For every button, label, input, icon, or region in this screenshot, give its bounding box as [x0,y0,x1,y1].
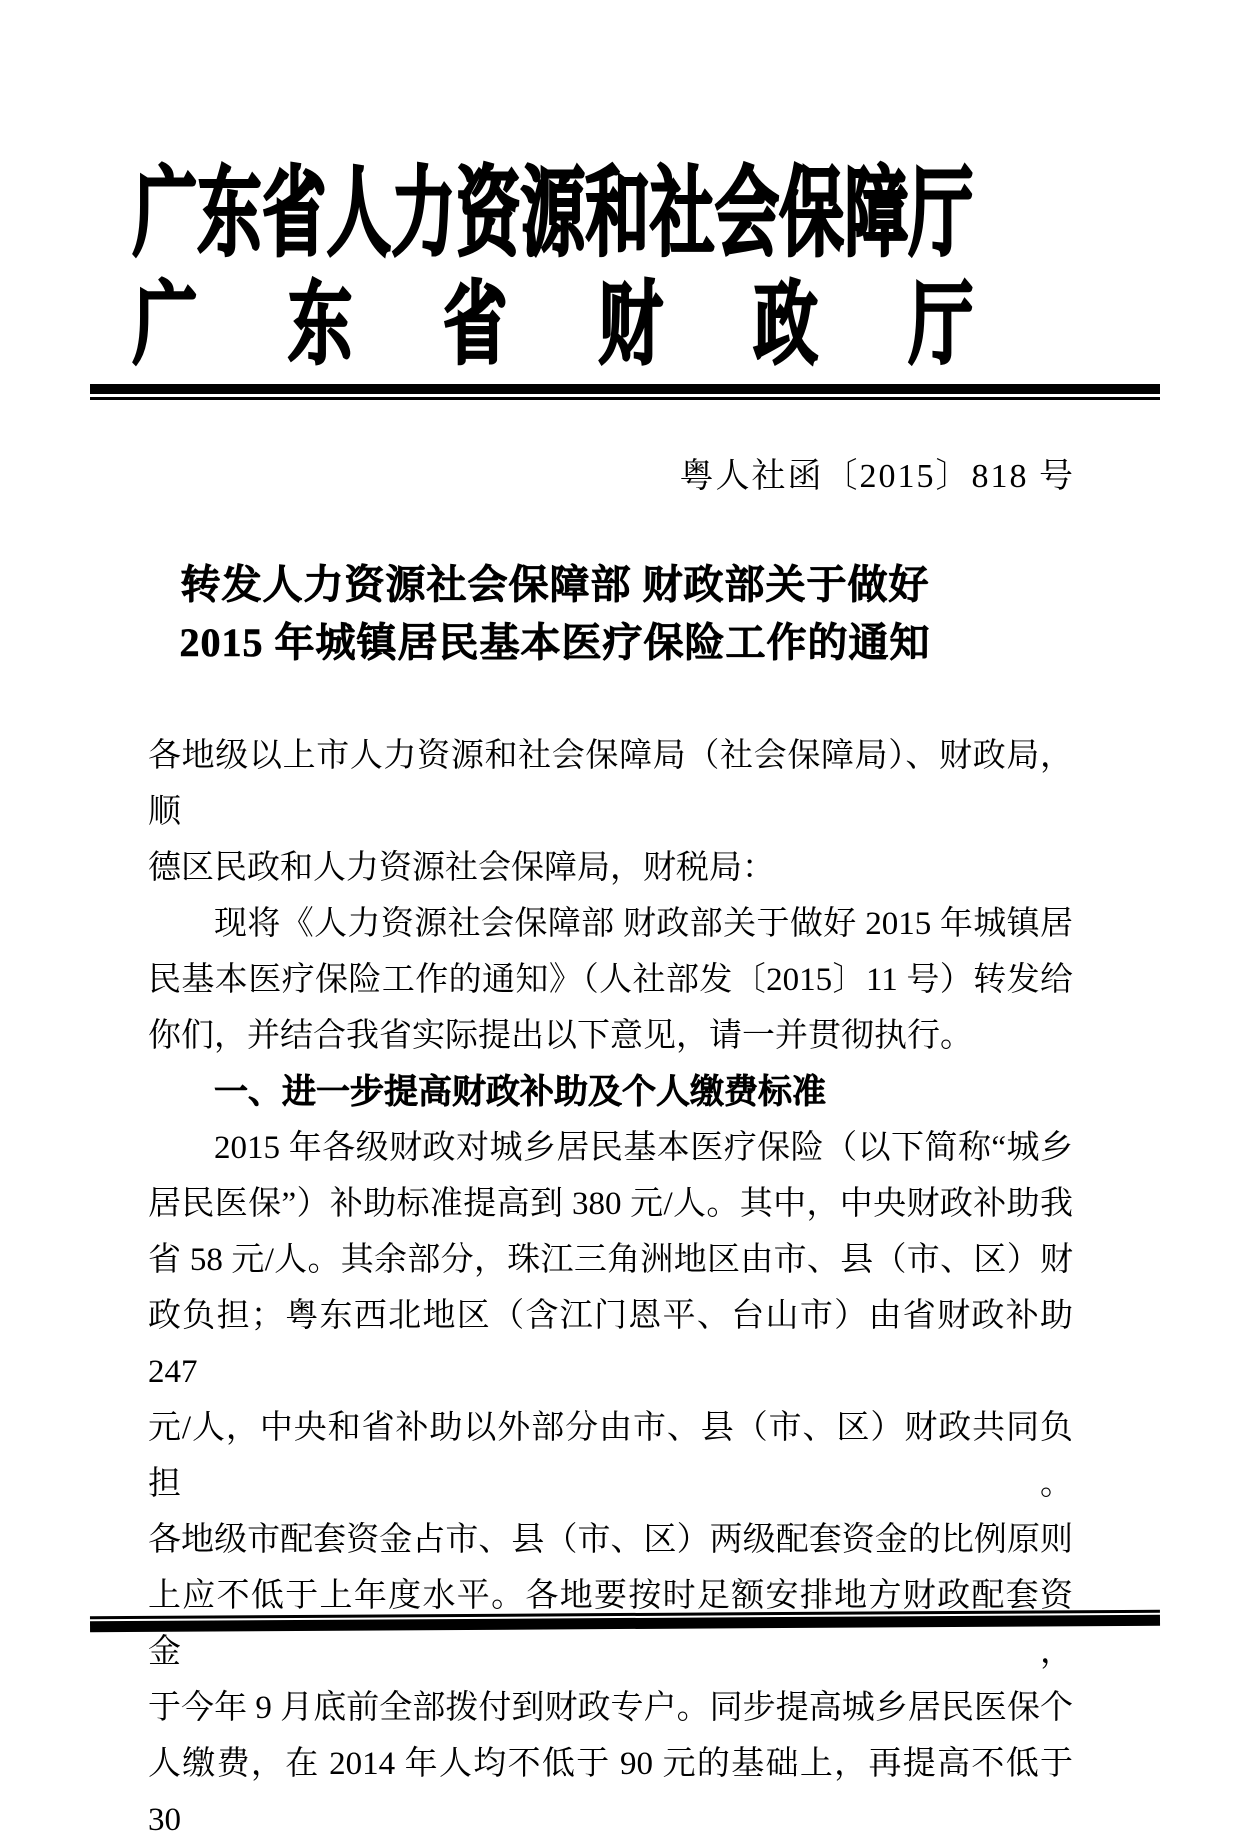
body-line: 2015 年各级财政对城乡居民基本医疗保险（以下简称“城乡 [214,1130,1073,1166]
body-text [148,728,1073,1848]
body-line: 居民医保”）补助标准提高到 380 元/人。其中，中央财政补助我 [148,1186,1073,1222]
agency-header-line2: 广东省财政厅 [133,275,973,375]
body-line: 德区民政和人力资源社会保障局，财税局： [148,850,775,886]
body-line: 人缴费，在 2014 年人均不低于 90 元的基础上，再提高不低于 30 [148,1746,1073,1838]
document-title-line2: 2015 年城镇居民基本医疗保险工作的通知 [179,620,931,665]
header-rule [90,384,1160,400]
body-line: 于今年 9 月底前全部拨付到财政专户。同步提高城乡居民医保个 [148,1690,1073,1726]
header-rule-thick [90,384,1160,394]
body-line: 元/人，中央和省补助以外部分由市、县（市、区）财政共同负担。 [148,1410,1073,1502]
body-line: 现将《人力资源社会保障部 财政部关于做好 2015 年城镇居 [214,906,1073,942]
body-line: 上应不低于上年度水平。各地要按时足额安排地方财政配套资金， [148,1578,1073,1670]
body-line: 你们，并结合我省实际提出以下意见，请一并贯彻执行。 [148,1018,973,1054]
body-line: 各地级以上市人力资源和社会保障局（社会保障局）、财政局，顺 [148,738,1073,830]
document-title [85,556,1025,672]
body-line: 省 58 元/人。其余部分，珠江三角洲地区由市、县（市、区）财 [148,1242,1073,1278]
agency-header-line1: 广东省人力资源和社会保障厅 [133,159,973,268]
body-line: 各地级市配套资金占市、县（市、区）两级配套资金的比例原则 [148,1522,1073,1558]
document-title-line1: 转发人力资源社会保障部 财政部关于做好 [180,562,930,607]
body-line: 民基本医疗保险工作的通知》（人社部发〔2015〕11 号）转发给 [148,962,1073,998]
header-rule-thin [90,397,1160,400]
doc-number: 粤人社函〔2015〕818 号 [679,458,1075,495]
section-heading: 一、进一步提高财政补助及个人缴费标准 [214,1073,826,1111]
body-line: 政负担；粤东西北地区（含江门恩平、台山市）由省财政补助 247 [148,1298,1073,1390]
